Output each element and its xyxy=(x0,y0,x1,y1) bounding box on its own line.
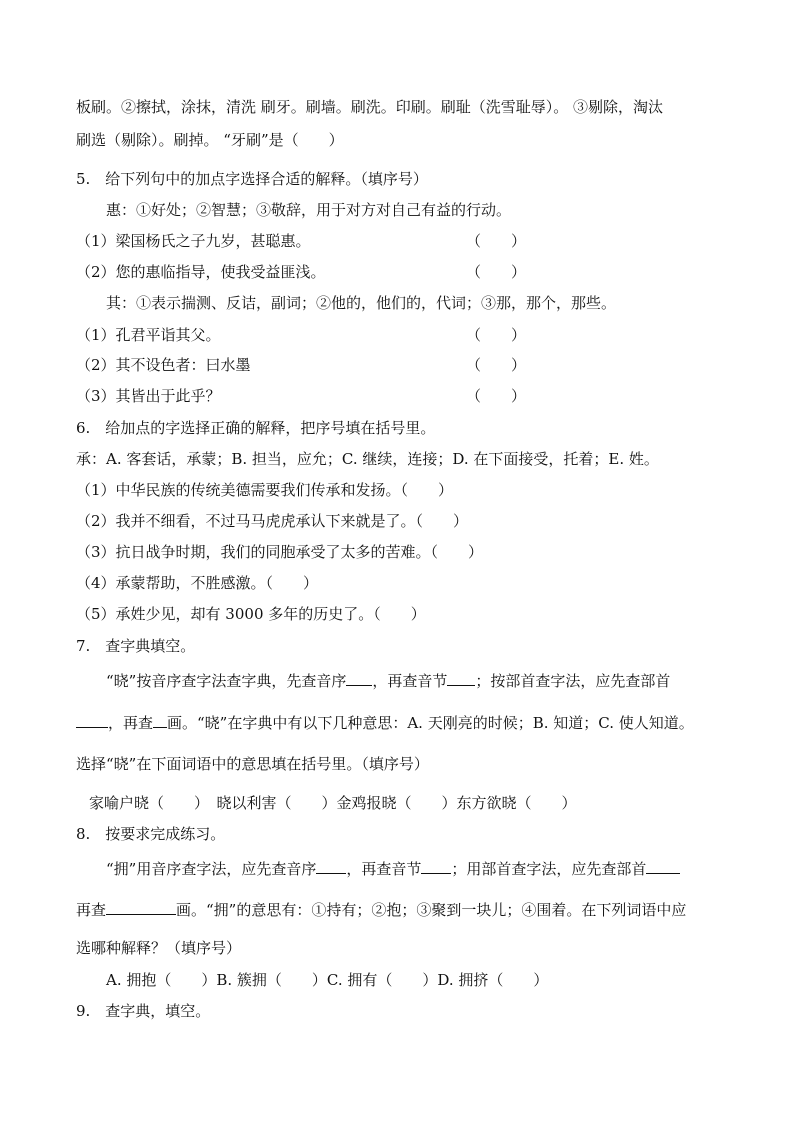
text-segment: ；按部首查字法，应先查部首 xyxy=(475,672,671,690)
cheng-item-5: （5）承姓少见，却有 3000 多年的历史了。（ ） xyxy=(76,605,426,623)
question-6-title: 6. 给加点的字选择正确的解释，把序号填在括号里。 xyxy=(76,419,436,437)
text-line: 板刷。②擦拭，涂抹，清洗 刷牙。刷墙。刷洗。印刷。刷耻（洗雪耻辱）。 ③剔除，淘汰 xyxy=(76,98,664,116)
xiao-words: 家喻户晓（ ） 晓以利害（ ）金鸡报晓（ ）东方欲晓（ ） xyxy=(89,794,577,812)
answer-paren[interactable]: （ ） xyxy=(466,326,527,344)
qi-item-2: （2）其不设色者：曰水墨 xyxy=(76,356,251,374)
text-segment: ，再查 xyxy=(108,714,154,732)
fill-blank[interactable] xyxy=(421,859,451,874)
cheng-definition: 承：A. 客套话，承蒙；B. 担当，应允；C. 继续，连接；D. 在下面接受，托着；E. 姓。 xyxy=(76,450,659,468)
xiao-line-2 xyxy=(76,713,694,733)
text-segment: 画。“晓”在字典中有以下几种意思：A. 天刚亮的时候；B. 知道；C. 使人知道。 xyxy=(167,714,694,732)
xiao-line-1 xyxy=(106,671,670,691)
text-segment: “晓”按音序查字法查字典，先查音序 xyxy=(106,672,347,690)
cheng-item-1: （1）中华民族的传统美德需要我们传承和发扬。（ ） xyxy=(76,481,454,499)
cheng-item-3: （3）抗日战争时期，我们的同胞承受了太多的苦难。（ ） xyxy=(76,543,484,561)
fill-blank[interactable] xyxy=(447,671,475,686)
text-segment: ，再查音节 xyxy=(346,860,422,878)
xiao-instruction: 选择“晓”在下面词语中的意思填在括号里。（填序号） xyxy=(76,755,429,773)
fill-blank[interactable] xyxy=(316,859,346,874)
text-segment: ，再查音节 xyxy=(372,672,448,690)
text-segment: 画。“拥”的意思有：①持有；②抱；③聚到一块儿；④围着。在下列词语中应 xyxy=(176,901,687,919)
yong-line-1 xyxy=(106,859,680,879)
answer-paren[interactable]: （ ） xyxy=(466,263,527,281)
hui-definition: 惠：①好处；②智慧；③敬辞，用于对方对自己有益的行动。 xyxy=(106,201,512,219)
text-line: 刷选（剔除）。刷掉。 “牙刷”是（ ） xyxy=(76,131,344,149)
text-segment: 再查 xyxy=(76,901,107,919)
fill-blank[interactable] xyxy=(76,713,108,728)
qi-item-3: （3）其皆出于此乎？ xyxy=(76,387,221,405)
hui-item-2: （2）您的惠临指导，使我受益匪浅。 xyxy=(76,263,326,281)
fill-blank[interactable] xyxy=(153,713,167,728)
yong-words: A. 拥抱（ ）B. 簇拥（ ）C. 拥有（ ）D. 拥挤（ ） xyxy=(106,971,549,989)
question-5-title: 5. 给下列句中的加点字选择合适的解释。（填序号） xyxy=(76,170,428,188)
answer-paren[interactable]: （ ） xyxy=(466,232,527,250)
cheng-item-2: （2）我并不细看，不过马马虎虎承认下来就是了。（ ） xyxy=(76,512,469,530)
question-9-title: 9. 查字典，填空。 xyxy=(76,1002,211,1020)
answer-paren[interactable]: （ ） xyxy=(466,387,527,405)
question-8-title: 8. 按要求完成练习。 xyxy=(76,825,226,843)
text-segment: “拥”用音序查字法，应先查音序 xyxy=(106,860,317,878)
text-segment: ；用部首查字法，应先查部首 xyxy=(451,860,647,878)
qi-definition: 其：①表示揣测、反诘，副词；②他的，他们的，代词；③那，那个，那些。 xyxy=(106,294,617,312)
fill-blank[interactable] xyxy=(106,900,176,915)
yong-line-2 xyxy=(76,900,686,920)
hui-item-1: （1）梁国杨氏之子九岁，甚聪惠。 xyxy=(76,232,311,250)
answer-paren[interactable]: （ ） xyxy=(466,356,527,374)
fill-blank[interactable] xyxy=(646,859,680,874)
yong-instruction: 选哪种解释？（填序号） xyxy=(76,939,242,957)
question-7-title: 7. 查字典填空。 xyxy=(76,637,196,655)
cheng-item-4: （4）承蒙帮助，不胜感激。（ ） xyxy=(76,574,319,592)
qi-item-1: （1）孔君平诣其父。 xyxy=(76,326,221,344)
fill-blank[interactable] xyxy=(346,671,372,686)
